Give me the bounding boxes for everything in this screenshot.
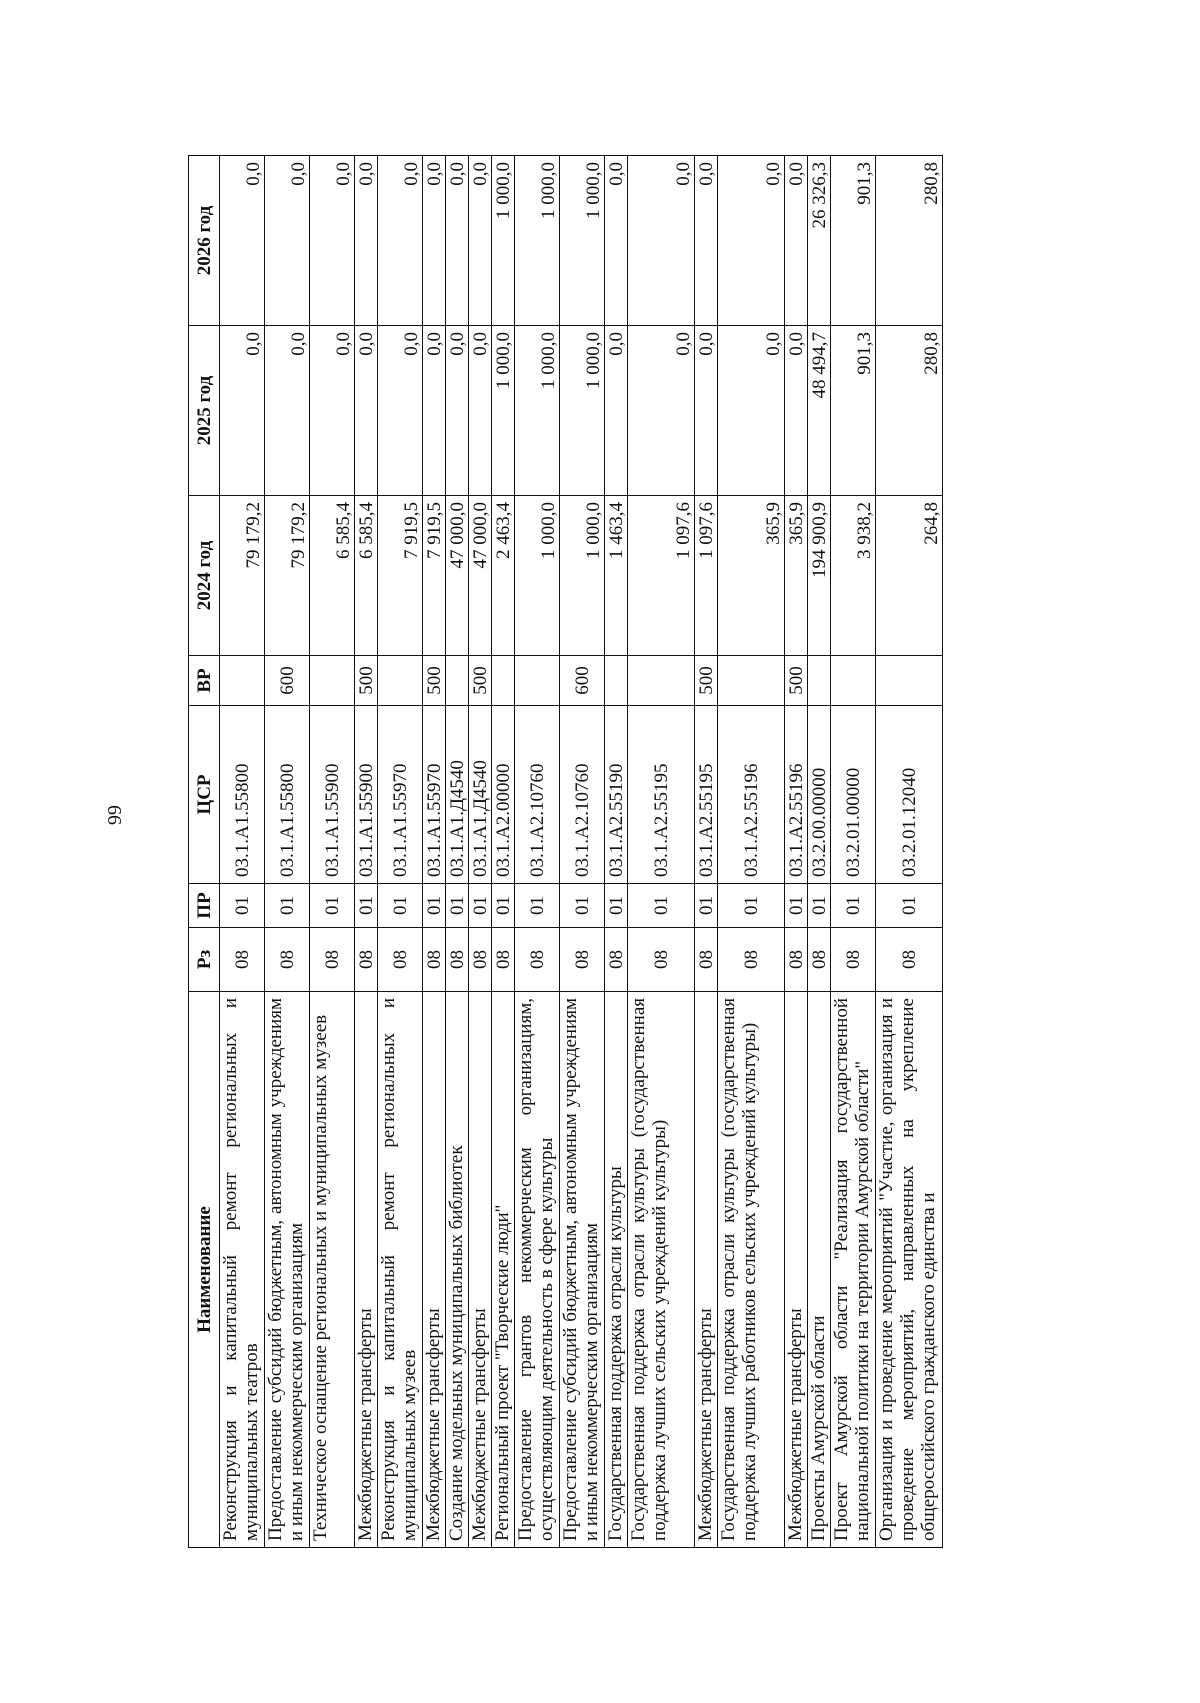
table-cell-2024: 47 000,0 <box>469 496 492 656</box>
table-cell-pr: 01 <box>446 884 469 928</box>
table-cell-2025: 0,0 <box>446 326 469 496</box>
table-cell-2025: 0,0 <box>628 326 695 496</box>
table-cell-name: Предоставление субсидий бюджетным, автономным учреждениям и иным некоммерческим организациям <box>265 992 310 1548</box>
table-cell-2025: 901,3 <box>831 326 876 496</box>
table-cell-2026: 26 326,3 <box>808 156 831 326</box>
table-cell-pr: 01 <box>355 884 378 928</box>
table-cell-2025: 0,0 <box>785 326 808 496</box>
table-cell-pr: 01 <box>831 884 876 928</box>
table-cell-name: Региональный проект "Творческие люди" <box>492 992 515 1548</box>
table-cell-2024: 264,8 <box>876 496 943 656</box>
table-cell-name: Межбюджетные трансферты <box>423 992 446 1548</box>
table-cell-vr <box>378 656 423 706</box>
table-row <box>492 156 515 1548</box>
table-cell-2024: 365,9 <box>785 496 808 656</box>
table-cell-rz: 08 <box>718 928 785 992</box>
table-cell-csr: 03.1.А2.55190 <box>605 706 628 884</box>
table-cell-2024: 1 097,6 <box>695 496 718 656</box>
table-row <box>220 156 265 1548</box>
table-row <box>876 156 943 1548</box>
header-rz: Рз <box>189 928 220 992</box>
table-cell-2026: 0,0 <box>265 156 310 326</box>
table-cell-2026: 0,0 <box>605 156 628 326</box>
table-cell-2024: 1 000,0 <box>515 496 560 656</box>
table-cell-2025: 0,0 <box>265 326 310 496</box>
header-2025: 2025 год <box>189 326 220 496</box>
table-cell-csr: 03.1.А2.55195 <box>695 706 718 884</box>
table-cell-rz: 08 <box>560 928 605 992</box>
header-2024: 2024 год <box>189 496 220 656</box>
header-vr: ВР <box>189 656 220 706</box>
table-cell-pr: 01 <box>265 884 310 928</box>
table-cell-csr: 03.1.А1.55900 <box>355 706 378 884</box>
table-cell-rz: 08 <box>831 928 876 992</box>
table-cell-pr: 01 <box>515 884 560 928</box>
table-cell-csr: 03.1.А1.Д4540 <box>469 706 492 884</box>
table-cell-vr: 500 <box>355 656 378 706</box>
table-row <box>628 156 695 1548</box>
table-cell-rz: 08 <box>628 928 695 992</box>
table-cell-2026: 0,0 <box>355 156 378 326</box>
table-row <box>718 156 785 1548</box>
table-cell-name: Предоставление грантов некоммерческим организациям, осуществляющим деятельность в сфере культуры <box>515 992 560 1548</box>
table-cell-2024: 3 938,2 <box>831 496 876 656</box>
table-cell-csr: 03.2.01.12040 <box>876 706 943 884</box>
table-cell-2026: 0,0 <box>718 156 785 326</box>
table-cell-2024: 7 919,5 <box>378 496 423 656</box>
table-cell-2025: 0,0 <box>469 326 492 496</box>
table-cell-2025: 0,0 <box>220 326 265 496</box>
table-cell-2025: 280,8 <box>876 326 943 496</box>
table-cell-2026: 1 000,0 <box>492 156 515 326</box>
table-cell-pr: 01 <box>605 884 628 928</box>
rotated-table-container <box>188 156 1200 1548</box>
table-cell-2024: 194 900,9 <box>808 496 831 656</box>
table-cell-2025: 1 000,0 <box>560 326 605 496</box>
table-cell-2024: 2 463,4 <box>492 496 515 656</box>
table-cell-vr <box>808 656 831 706</box>
table-cell-2024: 47 000,0 <box>446 496 469 656</box>
table-cell-vr: 600 <box>265 656 310 706</box>
table-cell-rz: 08 <box>876 928 943 992</box>
table-cell-2025: 1 000,0 <box>492 326 515 496</box>
table-cell-vr <box>831 656 876 706</box>
table-cell-2024: 6 585,4 <box>310 496 355 656</box>
table-cell-2025: 0,0 <box>695 326 718 496</box>
table-cell-2026: 0,0 <box>446 156 469 326</box>
table-row <box>423 156 446 1548</box>
table-cell-2024: 79 179,2 <box>220 496 265 656</box>
table-cell-vr: 500 <box>695 656 718 706</box>
table-row <box>355 156 378 1548</box>
table-cell-vr: 500 <box>785 656 808 706</box>
table-cell-2024: 7 919,5 <box>423 496 446 656</box>
table-row <box>310 156 355 1548</box>
table-row <box>605 156 628 1548</box>
table-cell-name: Техническое оснащение региональных и муниципальных музеев <box>310 992 355 1548</box>
table-cell-csr: 03.1.А2.00000 <box>492 706 515 884</box>
table-cell-csr: 03.1.А2.55196 <box>718 706 785 884</box>
budget-table <box>188 155 943 1548</box>
table-cell-name: Проекты Амурской области <box>808 992 831 1548</box>
table-cell-csr: 03.1.А1.55970 <box>423 706 446 884</box>
table-cell-name: Государственная поддержка отрасли культуры (государственная поддержка лучших сельских учреждений культуры) <box>628 992 695 1548</box>
table-cell-2026: 901,3 <box>831 156 876 326</box>
table-cell-2025: 0,0 <box>423 326 446 496</box>
table-cell-vr <box>876 656 943 706</box>
table-cell-vr <box>718 656 785 706</box>
table-cell-2026: 0,0 <box>695 156 718 326</box>
table-cell-csr: 03.2.00.00000 <box>808 706 831 884</box>
table-cell-vr: 500 <box>423 656 446 706</box>
table-cell-2025: 0,0 <box>605 326 628 496</box>
table-cell-2024: 1 097,6 <box>628 496 695 656</box>
table-cell-2026: 0,0 <box>378 156 423 326</box>
table-cell-csr: 03.1.А1.Д4540 <box>446 706 469 884</box>
table-cell-vr <box>628 656 695 706</box>
table-cell-rz: 08 <box>492 928 515 992</box>
table-cell-csr: 03.2.01.00000 <box>831 706 876 884</box>
table-cell-pr: 01 <box>492 884 515 928</box>
table-row <box>785 156 808 1548</box>
table-row <box>560 156 605 1548</box>
table-cell-2026: 0,0 <box>220 156 265 326</box>
table-cell-2025: 0,0 <box>378 326 423 496</box>
table-cell-2024: 1 463,4 <box>605 496 628 656</box>
table-cell-name: Межбюджетные трансферты <box>469 992 492 1548</box>
table-cell-rz: 08 <box>355 928 378 992</box>
table-cell-csr: 03.1.А2.10760 <box>515 706 560 884</box>
table-cell-pr: 01 <box>718 884 785 928</box>
table-row <box>695 156 718 1548</box>
table-cell-2026: 0,0 <box>628 156 695 326</box>
table-cell-name: Межбюджетные трансферты <box>355 992 378 1548</box>
table-cell-rz: 08 <box>265 928 310 992</box>
table-cell-2026: 280,8 <box>876 156 943 326</box>
table-cell-pr: 01 <box>423 884 446 928</box>
table-row <box>515 156 560 1548</box>
table-cell-name: Реконструкция и капитальный ремонт региональных и муниципальных театров <box>220 992 265 1548</box>
table-cell-rz: 08 <box>785 928 808 992</box>
table-cell-rz: 08 <box>423 928 446 992</box>
table-cell-csr: 03.1.А1.55900 <box>310 706 355 884</box>
table-cell-pr: 01 <box>628 884 695 928</box>
header-2026: 2026 год <box>189 156 220 326</box>
table-cell-pr: 01 <box>220 884 265 928</box>
table-cell-vr <box>515 656 560 706</box>
table-row <box>469 156 492 1548</box>
table-cell-name: Реконструкция и капитальный ремонт региональных и муниципальных музеев <box>378 992 423 1548</box>
table-cell-rz: 08 <box>605 928 628 992</box>
table-cell-name: Предоставление субсидий бюджетным, автономным учреждениям и иным некоммерческим организациям <box>560 992 605 1548</box>
table-cell-rz: 08 <box>808 928 831 992</box>
table-cell-name: Межбюджетные трансферты <box>785 992 808 1548</box>
header-pr: ПР <box>189 884 220 928</box>
table-cell-name: Создание модельных муниципальных библиотек <box>446 992 469 1548</box>
table-cell-2024: 79 179,2 <box>265 496 310 656</box>
table-cell-pr: 01 <box>876 884 943 928</box>
table-cell-2024: 6 585,4 <box>355 496 378 656</box>
header-csr: ЦСР <box>189 706 220 884</box>
page-number: 66 <box>103 805 125 825</box>
table-cell-csr: 03.1.А1.55800 <box>265 706 310 884</box>
table-cell-2026: 0,0 <box>785 156 808 326</box>
table-cell-csr: 03.1.А1.55800 <box>220 706 265 884</box>
table-cell-name: Государственная поддержка отрасли культуры <box>605 992 628 1548</box>
table-row <box>808 156 831 1548</box>
table-cell-vr <box>310 656 355 706</box>
table-cell-rz: 08 <box>310 928 355 992</box>
table-cell-pr: 01 <box>378 884 423 928</box>
table-cell-2025: 0,0 <box>310 326 355 496</box>
table-cell-csr: 03.1.А2.55195 <box>628 706 695 884</box>
table-header-row <box>189 156 220 1548</box>
table-cell-pr: 01 <box>785 884 808 928</box>
table-cell-pr: 01 <box>808 884 831 928</box>
table-cell-rz: 08 <box>446 928 469 992</box>
table-cell-rz: 08 <box>695 928 718 992</box>
table-body <box>220 156 943 1548</box>
table-cell-csr: 03.1.А1.55970 <box>378 706 423 884</box>
table-cell-vr <box>605 656 628 706</box>
table-cell-2025: 0,0 <box>355 326 378 496</box>
table-cell-rz: 08 <box>469 928 492 992</box>
table-cell-2026: 1 000,0 <box>560 156 605 326</box>
table-cell-2026: 0,0 <box>310 156 355 326</box>
table-cell-2024: 365,9 <box>718 496 785 656</box>
table-cell-csr: 03.1.А2.10760 <box>560 706 605 884</box>
table-cell-rz: 08 <box>378 928 423 992</box>
table-row <box>378 156 423 1548</box>
table-cell-2025: 48 494,7 <box>808 326 831 496</box>
table-cell-pr: 01 <box>469 884 492 928</box>
table-cell-name: Государственная поддержка отрасли культуры (государственная поддержка лучших работников сельских учреждений культуры) <box>718 992 785 1548</box>
table-cell-vr <box>492 656 515 706</box>
header-name: Наименование <box>189 992 220 1548</box>
table-cell-vr <box>446 656 469 706</box>
table-cell-name: Проект Амурской области "Реализация государственной национальной политики на территории Амурской области" <box>831 992 876 1548</box>
table-cell-2026: 0,0 <box>423 156 446 326</box>
table-cell-2025: 1 000,0 <box>515 326 560 496</box>
table-cell-vr: 500 <box>469 656 492 706</box>
table-cell-pr: 01 <box>695 884 718 928</box>
table-cell-name: Межбюджетные трансферты <box>695 992 718 1548</box>
table-cell-2026: 0,0 <box>469 156 492 326</box>
table-cell-2025: 0,0 <box>718 326 785 496</box>
table-row <box>265 156 310 1548</box>
table-cell-pr: 01 <box>560 884 605 928</box>
table-row <box>446 156 469 1548</box>
table-cell-2024: 1 000,0 <box>560 496 605 656</box>
table-cell-rz: 08 <box>220 928 265 992</box>
table-cell-csr: 03.1.А2.55196 <box>785 706 808 884</box>
table-cell-pr: 01 <box>310 884 355 928</box>
table-cell-vr <box>220 656 265 706</box>
table-cell-name: Организация и проведение мероприятий "Участие, организация и проведение мероприятий, направленных на укрепление общероссийского гражданского единства и <box>876 992 943 1548</box>
table-row <box>831 156 876 1548</box>
table-cell-2026: 1 000,0 <box>515 156 560 326</box>
table-cell-vr: 600 <box>560 656 605 706</box>
table-cell-rz: 08 <box>515 928 560 992</box>
